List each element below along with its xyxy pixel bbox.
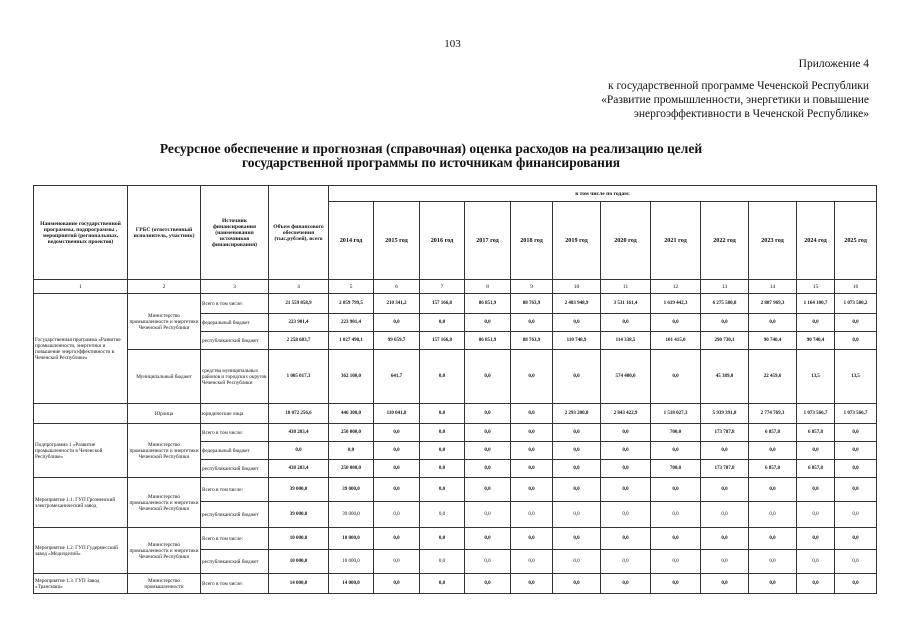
- value-cell: 0,0: [465, 314, 511, 332]
- appendix-line: энергоэффективности в Чеченской Республике»: [633, 108, 869, 120]
- value-cell: 1 005 017,3: [269, 350, 329, 404]
- value-cell: 10 000,0: [269, 550, 329, 574]
- header-source: Источник финансирования (наименования источников финансирования): [201, 186, 269, 280]
- value-cell: 0,0: [374, 502, 420, 528]
- value-cell: 13,5: [797, 350, 835, 404]
- value-cell: 0,0: [420, 404, 465, 424]
- value-cell: 0,0: [651, 350, 701, 404]
- value-cell: 0,0: [553, 314, 601, 332]
- page-number: 103: [444, 38, 461, 50]
- column-number: 5: [329, 280, 374, 294]
- value-cell: 0,0: [601, 442, 651, 460]
- source-cell: республиканский бюджет: [201, 332, 269, 350]
- source-cell: республиканский бюджет: [201, 460, 269, 478]
- value-cell: 1 518 027,3: [651, 404, 701, 424]
- value-cell: 6 275 580,8: [701, 294, 749, 314]
- table-row: [34, 478, 877, 502]
- table-row: [34, 350, 877, 404]
- program-grbs-legal: Юрлица: [128, 404, 201, 424]
- value-cell: 0,0: [329, 442, 374, 460]
- value-cell: 700,0: [651, 424, 701, 442]
- value-cell: 110 041,8: [374, 404, 420, 424]
- value-cell: 0,0: [374, 442, 420, 460]
- value-cell: 0,0: [553, 478, 601, 502]
- value-cell: 0,0: [651, 314, 701, 332]
- value-cell: 0,0: [835, 442, 877, 460]
- value-cell: 6 857,8: [797, 460, 835, 478]
- value-cell: 0,0: [601, 460, 651, 478]
- value-cell: 0,0: [701, 314, 749, 332]
- value-cell: 0,0: [749, 574, 797, 594]
- value-cell: 223 901,4: [269, 314, 329, 332]
- column-number: 4: [269, 280, 329, 294]
- value-cell: 0,0: [420, 350, 465, 404]
- value-cell: 0,0: [797, 528, 835, 550]
- table-row: [34, 404, 877, 424]
- empty-cell: [34, 404, 128, 424]
- value-cell: 14 000,0: [329, 574, 374, 594]
- value-cell: 0,0: [465, 442, 511, 460]
- value-cell: 362 100,0: [329, 350, 374, 404]
- value-cell: 0,0: [701, 550, 749, 574]
- value-cell: 0,0: [465, 350, 511, 404]
- value-cell: 0,0: [374, 574, 420, 594]
- measure-name: Мероприятие 1.3. ГУП Завод «Трансмаш»: [34, 574, 128, 594]
- value-cell: 0,0: [511, 478, 553, 502]
- value-cell: 0,0: [420, 550, 465, 574]
- value-cell: 10 000,0: [329, 550, 374, 574]
- table-row: [34, 186, 877, 202]
- source-cell: Всего в том числе:: [201, 424, 269, 442]
- column-number: 6: [374, 280, 420, 294]
- value-cell: 0,0: [374, 528, 420, 550]
- value-cell: 0,0: [601, 502, 651, 528]
- value-cell: 0,0: [553, 574, 601, 594]
- header-year: 2025 год: [835, 202, 877, 280]
- value-cell: 0,0: [511, 550, 553, 574]
- value-cell: 0,0: [749, 528, 797, 550]
- value-cell: 14 000,0: [269, 574, 329, 594]
- value-cell: 0,0: [553, 528, 601, 550]
- source-cell: Всего в том числе:: [201, 478, 269, 502]
- column-number: 1: [34, 280, 128, 294]
- value-cell: 0,0: [374, 424, 420, 442]
- value-cell: 0,0: [701, 528, 749, 550]
- value-cell: 110 748,9: [553, 332, 601, 350]
- value-cell: 0,0: [420, 442, 465, 460]
- value-cell: 0,0: [420, 528, 465, 550]
- header-total: Объем финансового обеспечения (тыс.рублей), всего: [269, 186, 329, 280]
- table-row: [34, 574, 877, 594]
- value-cell: 0,0: [511, 314, 553, 332]
- value-cell: 90 740,4: [749, 332, 797, 350]
- value-cell: 0,0: [701, 442, 749, 460]
- value-cell: 0,0: [465, 574, 511, 594]
- appendix-label: Приложение 4: [798, 58, 869, 70]
- column-number: 13: [701, 280, 749, 294]
- value-cell: 86 851,9: [465, 332, 511, 350]
- value-cell: 0,0: [797, 550, 835, 574]
- value-cell: 223 901,4: [329, 314, 374, 332]
- subprogram-grbs: Министерство промышленности и энергетики Чеченской Республики: [128, 424, 201, 478]
- source-cell: Всего в том числе:: [201, 528, 269, 550]
- value-cell: 0,0: [749, 442, 797, 460]
- value-cell: 0,0: [465, 460, 511, 478]
- program-grbs-municipal: Муниципальный бюджет: [128, 350, 201, 404]
- value-cell: 0,0: [465, 502, 511, 528]
- value-cell: 438 203,4: [269, 424, 329, 442]
- value-cell: 0,0: [701, 478, 749, 502]
- value-cell: 90 740,4: [797, 332, 835, 350]
- value-cell: 0,0: [465, 478, 511, 502]
- value-cell: 0,0: [701, 574, 749, 594]
- value-cell: 2 403 948,9: [553, 294, 601, 314]
- value-cell: 0,0: [749, 314, 797, 332]
- source-cell: республиканский бюджет: [201, 502, 269, 528]
- measure-grbs: Министерство промышленности: [128, 574, 201, 594]
- value-cell: 0,0: [835, 528, 877, 550]
- value-cell: 0,0: [511, 442, 553, 460]
- column-number: 9: [511, 280, 553, 294]
- column-number: 10: [553, 280, 601, 294]
- measure-grbs: Министерство промышленности и энергетики Чеченской Республики: [128, 528, 201, 574]
- value-cell: 6 857,8: [797, 424, 835, 442]
- value-cell: 1 164 100,7: [797, 294, 835, 314]
- value-cell: 0,0: [420, 478, 465, 502]
- column-number: 11: [601, 280, 651, 294]
- value-cell: 250 000,0: [329, 424, 374, 442]
- value-cell: 0,0: [749, 502, 797, 528]
- column-number: 16: [835, 280, 877, 294]
- value-cell: 2 774 769,3: [749, 404, 797, 424]
- value-cell: 0,0: [553, 502, 601, 528]
- value-cell: 0,0: [465, 404, 511, 424]
- financing-table: [33, 185, 877, 594]
- value-cell: 39 000,0: [269, 478, 329, 502]
- value-cell: 0,0: [651, 442, 701, 460]
- value-cell: 99 659,7: [374, 332, 420, 350]
- value-cell: 0,0: [553, 424, 601, 442]
- value-cell: 1 073 566,7: [835, 404, 877, 424]
- appendix-line: «Развитие промышленности, энергетики и повышение: [601, 94, 869, 106]
- value-cell: 0,0: [511, 404, 553, 424]
- header-grbs: ГРБС (ответственный исполнитель, участник): [128, 186, 201, 280]
- value-cell: 0,0: [553, 442, 601, 460]
- value-cell: 0,0: [601, 574, 651, 594]
- value-cell: 86 851,9: [465, 294, 511, 314]
- header-by-years: в том числе по годам:: [329, 186, 877, 202]
- value-cell: 0,0: [553, 350, 601, 404]
- value-cell: 2 887 969,3: [749, 294, 797, 314]
- source-cell: республиканский бюджет: [201, 550, 269, 574]
- title-line: государственной программы по источникам финансирования: [241, 155, 621, 170]
- source-cell: федеральный бюджет: [201, 442, 269, 460]
- value-cell: 210 341,2: [374, 294, 420, 314]
- table-row: [34, 424, 877, 442]
- value-cell: 1 027 498,1: [329, 332, 374, 350]
- subprogram-name: Подпрограмма 1 «Развитие промышленности в Чеченской Республике»: [34, 424, 128, 478]
- header-year: 2019 год: [553, 202, 601, 280]
- header-year: 2021 год: [651, 202, 701, 280]
- column-number: 2: [128, 280, 201, 294]
- value-cell: 0,0: [835, 574, 877, 594]
- value-cell: 0,0: [465, 528, 511, 550]
- value-cell: 290 730,1: [701, 332, 749, 350]
- table-row: [34, 280, 877, 294]
- value-cell: 0,0: [374, 314, 420, 332]
- value-cell: 0,0: [511, 460, 553, 478]
- value-cell: 2 293 200,0: [553, 404, 601, 424]
- source-cell: Всего в том числе:: [201, 574, 269, 594]
- header-name: Наименование государственной программы, подпрограммы , мероприятий (региональных, ведомственных проектов): [34, 186, 128, 280]
- value-cell: 0,0: [601, 314, 651, 332]
- document-title: [0, 142, 862, 170]
- value-cell: 0,0: [601, 424, 651, 442]
- value-cell: 0,0: [511, 574, 553, 594]
- value-cell: 0,0: [701, 502, 749, 528]
- value-cell: 0,0: [465, 424, 511, 442]
- value-cell: 22 459,6: [749, 350, 797, 404]
- appendix-description: [601, 79, 869, 121]
- value-cell: 574 400,0: [601, 350, 651, 404]
- value-cell: 2 059 799,5: [329, 294, 374, 314]
- value-cell: 446 300,0: [329, 404, 374, 424]
- value-cell: 1 073 580,2: [835, 294, 877, 314]
- value-cell: 2 843 422,9: [601, 404, 651, 424]
- value-cell: 173 787,8: [701, 424, 749, 442]
- value-cell: 250 000,0: [329, 460, 374, 478]
- value-cell: 438 203,4: [269, 460, 329, 478]
- value-cell: 0,0: [420, 460, 465, 478]
- source-cell: средства муниципальных районов и городских округов Чеченской Республики: [201, 350, 269, 404]
- value-cell: 700,0: [651, 460, 701, 478]
- value-cell: 0,0: [835, 460, 877, 478]
- source-cell: юридические лица: [201, 404, 269, 424]
- value-cell: 0,0: [553, 550, 601, 574]
- column-number: 7: [420, 280, 465, 294]
- value-cell: 18 072 256,6: [269, 404, 329, 424]
- value-cell: 3 531 161,4: [601, 294, 651, 314]
- table-row: [34, 528, 877, 550]
- value-cell: 0,0: [374, 478, 420, 502]
- value-cell: 0,0: [511, 528, 553, 550]
- value-cell: 0,0: [835, 424, 877, 442]
- value-cell: 0,0: [651, 502, 701, 528]
- value-cell: 2 258 683,7: [269, 332, 329, 350]
- value-cell: 39 000,0: [329, 502, 374, 528]
- header-year: 2015 год: [374, 202, 420, 280]
- value-cell: 10 000,0: [329, 528, 374, 550]
- value-cell: 10 000,0: [269, 528, 329, 550]
- value-cell: 0,0: [374, 550, 420, 574]
- value-cell: 0,0: [835, 332, 877, 350]
- value-cell: 0,0: [420, 314, 465, 332]
- value-cell: 0,0: [835, 502, 877, 528]
- value-cell: 39 000,0: [269, 502, 329, 528]
- value-cell: 0,0: [511, 424, 553, 442]
- column-number: 3: [201, 280, 269, 294]
- value-cell: 0,0: [797, 478, 835, 502]
- value-cell: 0,0: [651, 550, 701, 574]
- value-cell: 0,0: [553, 460, 601, 478]
- value-cell: 0,0: [511, 502, 553, 528]
- value-cell: 45 389,0: [701, 350, 749, 404]
- value-cell: 0,0: [601, 478, 651, 502]
- header-year: 2023 год: [749, 202, 797, 280]
- value-cell: 101 415,0: [651, 332, 701, 350]
- value-cell: 0,0: [835, 314, 877, 332]
- value-cell: 0,0: [835, 550, 877, 574]
- header-year: 2022 год: [701, 202, 749, 280]
- value-cell: 173 787,8: [701, 460, 749, 478]
- value-cell: 13,5: [835, 350, 877, 404]
- value-cell: 0,0: [797, 442, 835, 460]
- value-cell: 0,0: [269, 442, 329, 460]
- value-cell: 0,0: [797, 574, 835, 594]
- value-cell: 0,0: [465, 550, 511, 574]
- value-cell: 0,0: [749, 478, 797, 502]
- value-cell: 0,0: [420, 574, 465, 594]
- header-year: 2020 год: [601, 202, 651, 280]
- value-cell: 0,0: [511, 350, 553, 404]
- financing-table-body: [34, 186, 877, 594]
- table-row: [34, 294, 877, 314]
- value-cell: 0,0: [651, 574, 701, 594]
- value-cell: 641,7: [374, 350, 420, 404]
- value-cell: 0,0: [420, 424, 465, 442]
- header-year: 2016 год: [420, 202, 465, 280]
- appendix-line: к государственной программе Чеченской Республики: [608, 80, 869, 92]
- value-cell: 0,0: [835, 478, 877, 502]
- value-cell: 1 073 566,7: [797, 404, 835, 424]
- header-year: 2014 год: [329, 202, 374, 280]
- measure-name: Мероприятие 1.1. ГУП Грозненский электромеханический завод: [34, 478, 128, 528]
- column-number: 15: [797, 280, 835, 294]
- source-cell: федеральный бюджет: [201, 314, 269, 332]
- program-grbs-ministry: Министерство промышленности и энергетики Чеченской Республики: [128, 294, 201, 350]
- value-cell: 88 763,9: [511, 332, 553, 350]
- value-cell: 0,0: [651, 478, 701, 502]
- column-number: 8: [465, 280, 511, 294]
- value-cell: 6 857,8: [749, 424, 797, 442]
- header-year: 2017 год: [465, 202, 511, 280]
- value-cell: 157 166,8: [420, 294, 465, 314]
- value-cell: 0,0: [797, 314, 835, 332]
- column-number: 14: [749, 280, 797, 294]
- header-year: 2024 год: [797, 202, 835, 280]
- title-line: Ресурсное обеспечение и прогнозная (справочная) оценка расходов на реализацию целей: [159, 141, 703, 156]
- value-cell: 0,0: [601, 528, 651, 550]
- source-cell: Всего в том числе:: [201, 294, 269, 314]
- value-cell: 5 939 391,8: [701, 404, 749, 424]
- value-cell: 0,0: [651, 528, 701, 550]
- value-cell: 0,0: [420, 502, 465, 528]
- value-cell: 21 559 858,9: [269, 294, 329, 314]
- value-cell: 0,0: [374, 460, 420, 478]
- value-cell: 157 166,8: [420, 332, 465, 350]
- value-cell: 0,0: [797, 502, 835, 528]
- value-cell: 39 000,0: [329, 478, 374, 502]
- header-year: 2018 год: [511, 202, 553, 280]
- program-name: Государственная программа «Развитие промышленности, энергетики и повышение энергоэффективности в Чеченской Республике»: [34, 294, 128, 404]
- value-cell: 6 857,8: [749, 460, 797, 478]
- value-cell: 0,0: [601, 550, 651, 574]
- value-cell: 114 338,5: [601, 332, 651, 350]
- value-cell: 1 619 442,3: [651, 294, 701, 314]
- value-cell: 0,0: [749, 550, 797, 574]
- measure-grbs: Министерство промышленности и энергетики Чеченской Республики: [128, 478, 201, 528]
- measure-name: Мероприятие 1.2. ГУП Гудермесский завод «Медизделий»: [34, 528, 128, 574]
- value-cell: 88 763,9: [511, 294, 553, 314]
- column-number: 12: [651, 280, 701, 294]
